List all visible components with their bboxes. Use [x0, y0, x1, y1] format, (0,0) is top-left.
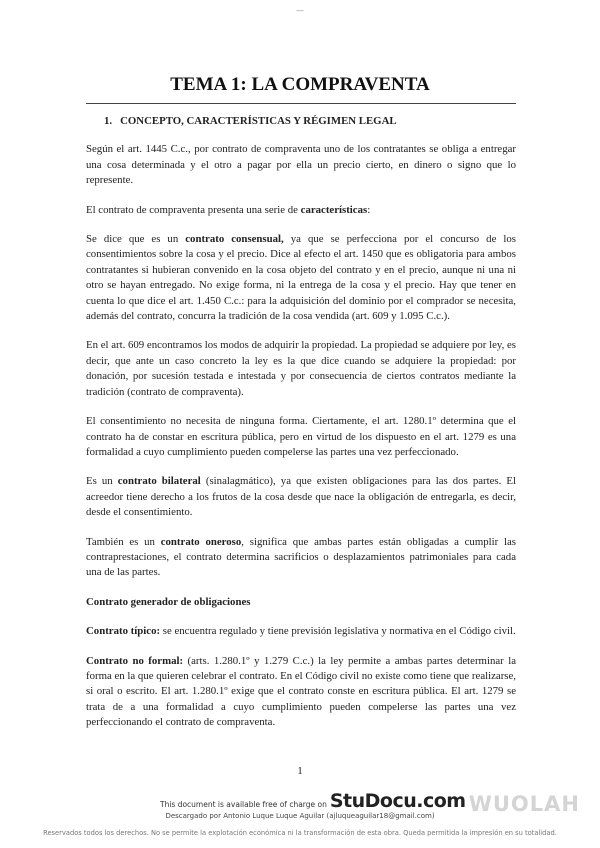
text-run: : [367, 203, 371, 216]
paragraph-consensual [86, 232, 516, 324]
bold-term: Contrato no formal: [86, 654, 184, 667]
text-run: , significa que ambas partes están obligadas a cumplir las contraprestaciones, el contrato determina sacrificios o desplazamientos patrimoniales para cada una de las partes. [86, 535, 516, 579]
paragraph-tipico [86, 624, 516, 639]
studocu-logo[interactable]: StuDocu.com [329, 790, 466, 812]
paragraph-no-formal [86, 654, 516, 731]
wuolah-watermark: WUOLAH [468, 792, 580, 816]
text-run: También es un [86, 535, 161, 548]
availability-text: This document is available free of charge on [160, 800, 327, 809]
text-run: se encuentra regulado y tiene previsión legislativa y normativa en el Código civil. [160, 625, 516, 638]
paragraph-consentimiento: El consentimiento no necesita de ninguna forma. Ciertamente, el art. 1280.1º determina que el contrato ha de constar en escritura pública, pero en virtud de los dispuesto en el art. 1279 es una formalidad a cuyo cumplimiento pueden compelerse las partes una vez perfeccionado. [86, 415, 516, 458]
paragraph-definition: Según el art. 1445 C.c., por contrato de compraventa uno de los contratantes se obliga a entregar una cosa determinada y el otro a pagar por ella un precio cierto, en dinero o signo que lo represente. [86, 143, 516, 187]
text-run: Se dice que es un [86, 233, 186, 246]
bold-term: Contrato típico: [86, 625, 161, 638]
paragraph-bilateral [86, 474, 516, 520]
title-divider [86, 103, 516, 104]
text-run: Es un [86, 475, 118, 488]
section-title: CONCEPTO, CARACTERÍSTICAS Y RÉGIMEN LEGAL [120, 115, 397, 127]
paragraph-obligaciones-heading [86, 595, 516, 610]
paragraph-art-609: En el art. 609 encontramos los modos de adquirir la propiedad. La propiedad se adquiere por ley, es decir, que ante un caso concreto la ley es la que dice cuando se adquiere la propiedad: por donación, por sucesión testada e intestada y por consecuencia de ciertos contratos mediante la tradición (contrato de compraventa). [86, 339, 516, 398]
bold-term: contrato bilateral [117, 475, 201, 488]
text-run: (sinalagmático), ya que existen obligaciones para las dos partes. El acreedor tiene derecho a los frutos de la cosa desde que nace la obligación de entregarla, es decir, desde el consentimiento. [86, 475, 517, 519]
bold-term: contrato consensual, [185, 233, 284, 246]
bold-term: características [300, 203, 368, 216]
page-title: TEMA 1: LA COMPRAVENTA [170, 74, 430, 95]
text-run: (arts. 1.280.1º y 1.279 C.c.) la ley permite a ambas partes determinar la forma en la que quieren celebrar el contrato. En el Código civil no existe como tiene que realizarse, si oral o escrito. El art. 1.280.1º exige que el contrato conste en escritura pública. El art. 1279 se trata de a una formalidad a cuyo cumplimiento pueden compelerse las partes una vez perfeccionando el contrato de compraventa. [86, 654, 516, 729]
text-run: ya que se perfecciona por el concurso de los consentimientos sobre la cosa y el precio. Dice al efecto el art. 1450 que es obligatoria para ambos contratantes si hubieran convenido en la cosa objeto del contrato y en el precio, aunque ni una ni otro se hayan entregado. No exige forma, ni la entrega de la cosa y el precio. Hay que tener en cuenta lo que dice el art. 1.450 C.c.: para la adquisición del dominio por el comprador se necesita, además del contrato, concurra la tradición de la cosa vendida (art. 609 y 1.095 C.c.). [86, 233, 516, 323]
bold-term: contrato oneroso [160, 535, 242, 548]
section-number: 1. [104, 115, 113, 127]
studocu-banner [160, 790, 466, 812]
paragraph-oneroso [86, 535, 516, 581]
bold-heading: Contrato generador de obligaciones [86, 595, 251, 608]
section-heading [86, 114, 516, 129]
document-body [86, 114, 516, 731]
page-number: 1 [297, 765, 303, 777]
header-mark: — [296, 6, 304, 15]
paragraph-characteristics-intro [86, 203, 516, 218]
downloaded-by-text: Descargado por Antonio Luque Luque Aguilar (ajluqueaguilar18@gmail.com) [165, 812, 435, 820]
rights-notice: Reservados todos los derechos. No se permite la explotación económica ni la transformación de esta obra. Queda permitida la impresión en su totalidad. [43, 829, 557, 837]
text-run: El contrato de compraventa presenta una serie de [86, 203, 301, 216]
